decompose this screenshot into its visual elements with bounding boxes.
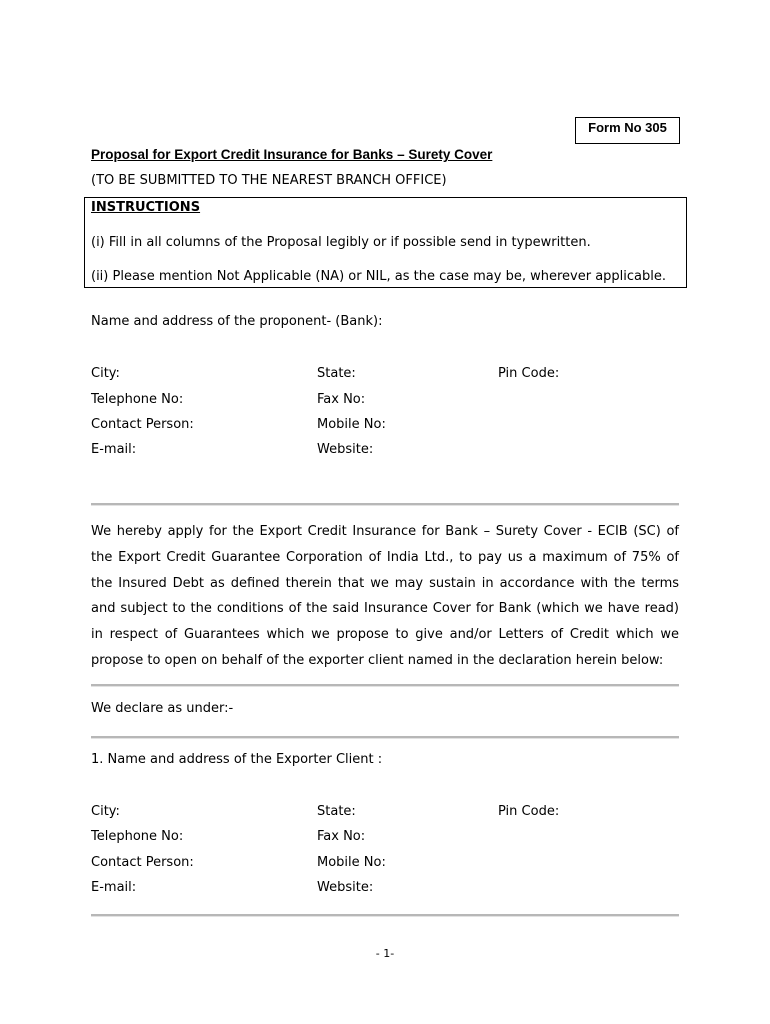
instruction-item-1: (i) Fill in all columns of the Proposal legibly or if possible send in typewritten.	[91, 235, 591, 250]
document-subtitle: (TO BE SUBMITTED TO THE NEAREST BRANCH OFFICE)	[91, 173, 447, 188]
exporter-city-label: City:	[91, 804, 120, 819]
proponent-telephone-label: Telephone No:	[91, 392, 184, 407]
exporter-heading: 1. Name and address of the Exporter Client :	[91, 752, 383, 767]
proponent-mobile-label: Mobile No:	[317, 417, 386, 432]
document-title: Proposal for Export Credit Insurance for Banks – Surety Cover	[91, 147, 493, 162]
section-divider	[91, 503, 679, 506]
proponent-heading: Name and address of the proponent- (Bank):	[91, 314, 383, 329]
proponent-city-label: City:	[91, 366, 120, 381]
exporter-mobile-label: Mobile No:	[317, 855, 386, 870]
declaration-heading: We declare as under:-	[91, 701, 234, 716]
page-number: - 1-	[375, 947, 395, 960]
exporter-contact-label: Contact Person:	[91, 855, 194, 870]
exporter-email-label: E-mail:	[91, 880, 137, 895]
proponent-website-label: Website:	[317, 442, 374, 457]
proponent-pin-label: Pin Code:	[498, 366, 560, 381]
proponent-fax-label: Fax No:	[317, 392, 366, 407]
section-divider	[91, 914, 679, 917]
exporter-state-label: State:	[317, 804, 356, 819]
proponent-contact-label: Contact Person:	[91, 417, 194, 432]
exporter-website-label: Website:	[317, 880, 374, 895]
instruction-item-2: (ii) Please mention Not Applicable (NA) or NIL, as the case may be, wherever applicable.	[91, 269, 667, 284]
section-divider	[91, 736, 679, 739]
exporter-fax-label: Fax No:	[317, 829, 366, 844]
form-number: Form No 305	[588, 120, 667, 135]
proponent-state-label: State:	[317, 366, 356, 381]
form-number-box	[575, 117, 680, 144]
section-divider	[91, 684, 679, 687]
proponent-email-label: E-mail:	[91, 442, 137, 457]
exporter-pin-label: Pin Code:	[498, 804, 560, 819]
exporter-telephone-label: Telephone No:	[91, 829, 184, 844]
instructions-heading: INSTRUCTIONS	[91, 200, 201, 215]
application-paragraph: We hereby apply for the Export Credit Insurance for Bank – Surety Cover - ECIB (SC) of the Export Credit Guarantee Corporation of India Ltd., to pay us a maximum of 75% of the Insured Debt as defined therein that we may sustain in accordance with the terms and subject to the conditions of the said Insurance Cover for Bank (which we have read) in respect of Guarantees which we propose to give and/or Letters of Credit which we propose to open on behalf of the exporter client named in the declaration herein below:	[91, 524, 679, 668]
